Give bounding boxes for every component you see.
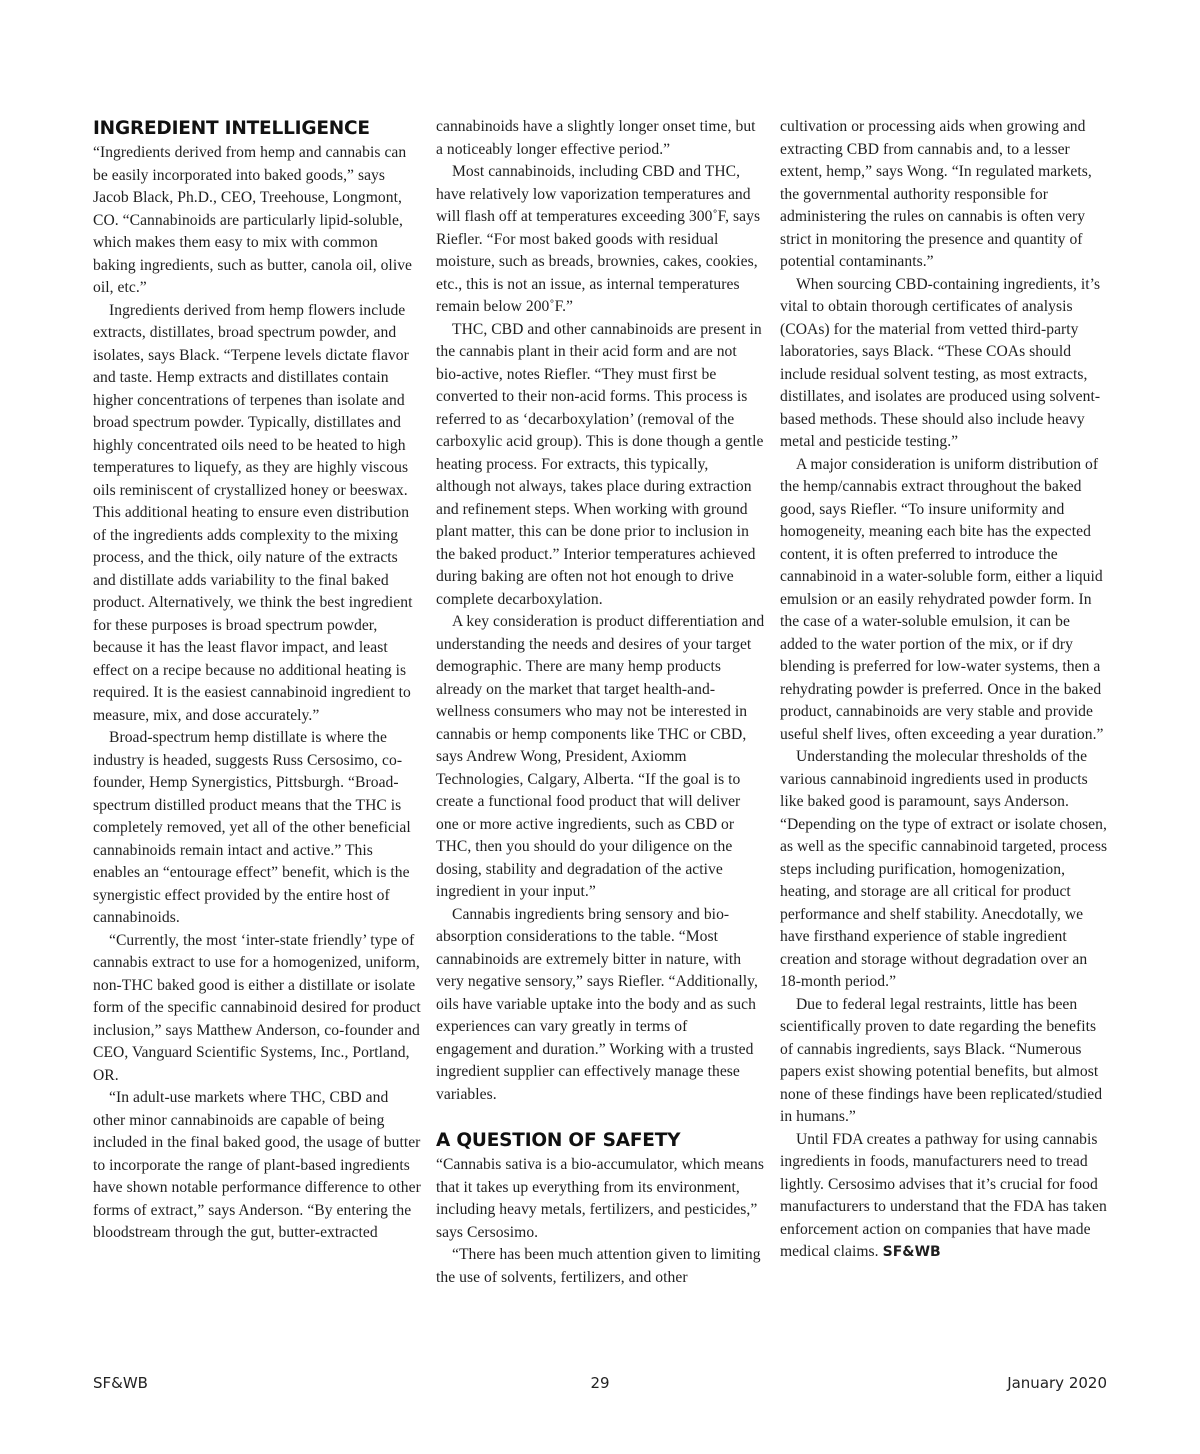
paragraph: Due to federal legal restraints, little has been scientifically proven to date regarding the benefits of cannabis ingredients, says Black. “Numerous papers exist showing potential benefits, but almost none of these findings have been replicated/studied in humans.” xyxy=(780,995,1103,1125)
section-heading-ingredient-intelligence: INGREDIENT INTELLIGENCE xyxy=(93,118,370,139)
paragraph: cultivation or processing aids when growing and extracting CBD from cannabis and, to a lesser extent, hemp,” says Wong. “In regulated markets, the governmental authority responsible for administering the rules on cannabis is often very strict in monitoring the presence and quantity of potential contaminants.” xyxy=(780,118,1092,270)
end-mark: SF&WB xyxy=(882,1244,941,1260)
paragraph: When sourcing CBD-containing ingredients, it’s vital to obtain thorough certificates of analysis (COAs) for the material from vetted third-party laboratories, says Black. “These COAs should include residual solvent testing, as most extracts, distillates, and isolates are produced using solvent-based methods. These should also include heavy metal and pesticide testing.” xyxy=(780,275,1101,450)
paragraph: “Cannabis sativa is a bio-accumulator, which means that it takes up everything from its environment, including heavy metals, fertilizers, and pesticides,” says Cersosimo. xyxy=(436,1156,764,1241)
paragraph-final xyxy=(780,1129,1110,1264)
column-2 xyxy=(436,116,766,1289)
section-heading-question-of-safety: A QUESTION OF SAFETY xyxy=(436,1130,681,1151)
footer-date: January 2020 xyxy=(1007,1374,1107,1392)
paragraph: Most cannabinoids, including CBD and THC, have relatively low vaporization temperatures and will flash off at temperatures exceeding 300˚F, says Riefler. “For most baked goods with residual moisture, such as breads, brownies, cakes, cookies, etc., this is not an issue, as internal temperatures remain below 200˚F.” xyxy=(436,163,761,315)
paragraph: Cannabis ingredients bring sensory and bio-absorption considerations to the table. “Most cannabinoids are extremely bitter in nature, with very negative sensory,” says Riefler. “Additionally, oils have variable uptake into the body and as such experiences can vary greatly in terms of engagement and duration.” Working with a trusted ingredient supplier can effectively manage these variables. xyxy=(436,905,758,1103)
footer-publication: SF&WB xyxy=(93,1374,148,1392)
paragraph: cannabinoids have a slightly longer onset time, but a noticeably longer effective period.” xyxy=(436,118,756,158)
paragraph: “There has been much attention given to limiting the use of solvents, fertilizers, and other xyxy=(436,1246,761,1286)
paragraph: A key consideration is product differentiation and understanding the needs and desires of your target demographic. There are many hemp products already on the market that target health-and-wellness consumers who may not be interested in cannabis or hemp components like THC or CBD, says Andrew Wong, President, Axiomm Technologies, Calgary, Alberta. “If the goal is to create a functional food product that will deliver one or more active ingredients, such as CBD or THC, then you should do your diligence on the dosing, stability and degradation of the active ingredient in your input.” xyxy=(436,613,765,900)
page-number: 29 xyxy=(590,1374,610,1392)
paragraph: Broad-spectrum hemp distillate is where the industry is headed, suggests Russ Cersosimo, co-founder, Hemp Synergistics, Pittsburgh. “Broad-spectrum distilled product means that the THC is completely removed, yet all of the other beneficial cannabinoids remain intact and active.” This enables an “entourage effect” benefit, which is the synergistic effect provided by the entire host of cannabinoids. xyxy=(93,729,411,926)
column-3 xyxy=(780,116,1110,1264)
paragraph: “Currently, the most ‘inter-state friendly’ type of cannabis extract to use for a homogenized, uniform, non-THC baked good is either a distillate or isolate form of the specific cannabinoid desired for product inclusion,” says Matthew Anderson, co-founder and CEO, Vanguard Scientific Systems, Inc., Portland, OR. xyxy=(93,931,421,1084)
paragraph: A major consideration is uniform distribution of the hemp/cannabis extract throughout the baked good, says Riefler. “To insure uniformity and homogeneity, meaning each bite has the expected content, it is often preferred to introduce the cannabinoid in a water-soluble form, either a liquid emulsion or an easily rehydrated powder form. In the case of a water-soluble emulsion, it can be added to the water portion of the mix, or if dry blending is preferred for low-water systems, then a rehydrating powder is preferred. Once in the baked product, cannabinoids are very stable and provide useful shelf lives, often exceeding a year duration.” xyxy=(780,455,1104,743)
column-1 xyxy=(93,116,423,1245)
paragraph: THC, CBD and other cannabinoids are present in the cannabis plant in their acid form and are not bio-active, notes Riefler. “They must first be converted to their non-acid forms. This process is referred to as ‘decarboxylation’ (removal of the carboxylic acid group). This is done though a gentle heating process. For extracts, this typically, although not always, takes place during extraction and refinement steps. When working with ground plant matter, this can be done prior to inclusion in the baked product.” Interior temperatures achieved during baking are often not hot enough to drive complete decarboxylation. xyxy=(436,320,764,608)
paragraph: “Ingredients derived from hemp and cannabis can be easily incorporated into baked goods,” says Jacob Black, Ph.D., CEO, Treehouse, Longmont, CO. “Cannabinoids are particularly lipid-soluble, which makes them easy to mix with common baking ingredients, such as butter, canola oil, olive oil, etc.” xyxy=(93,144,413,296)
paragraph-final-text: Until FDA creates a pathway for using cannabis ingredients in foods, manufacturers need to tread lightly. Cersosimo advises that it’s crucial for food manufacturers to understand that the FDA has taken enforcement action on companies that have made medical claims. xyxy=(780,1130,1107,1260)
paragraph: Understanding the molecular thresholds of the various cannabinoid ingredients used in products like baked good is paramount, says Anderson. “Depending on the type of extract or isolate chosen, as well as the specific cannabinoid targeted, process steps including purification, homogenization, heating, and storage are all critical for product performance and shelf stability. Anecdotally, we have firsthand experience of stable ingredient creation and storage without degradation over an 18-month period.” xyxy=(780,748,1108,990)
paragraph: Ingredients derived from hemp flowers include extracts, distillates, broad spectrum powder, and isolates, says Black. “Terpene levels dictate flavor and taste. Hemp extracts and distillates contain higher concentrations of terpenes than isolate and broad spectrum powder. Typically, distillates and highly concentrated oils need to be heated to high temperatures to liquefy, as they are highly viscous oils reminiscent of crystallized honey or beeswax. This additional heating to ensure even distribution of the ingredients adds complexity to the mixing process, and the thick, oily nature of the extracts and distillate adds variability to the final baked product. Alternatively, we think the best ingredient for these purposes is broad spectrum powder, because it has the least flavor impact, and least effect on a recipe because no additional heating is required. It is the easiest cannabinoid ingredient to measure, mix, and dose accurately.” xyxy=(93,301,413,724)
paragraph: “In adult-use markets where THC, CBD and other minor cannabinoids are capable of being included in the final baked good, the usage of butter to incorporate the range of plant-based ingredients have shown notable performance difference to other forms of extract,” says Anderson. “By entering the bloodstream through the gut, butter-extracted xyxy=(93,1089,421,1241)
